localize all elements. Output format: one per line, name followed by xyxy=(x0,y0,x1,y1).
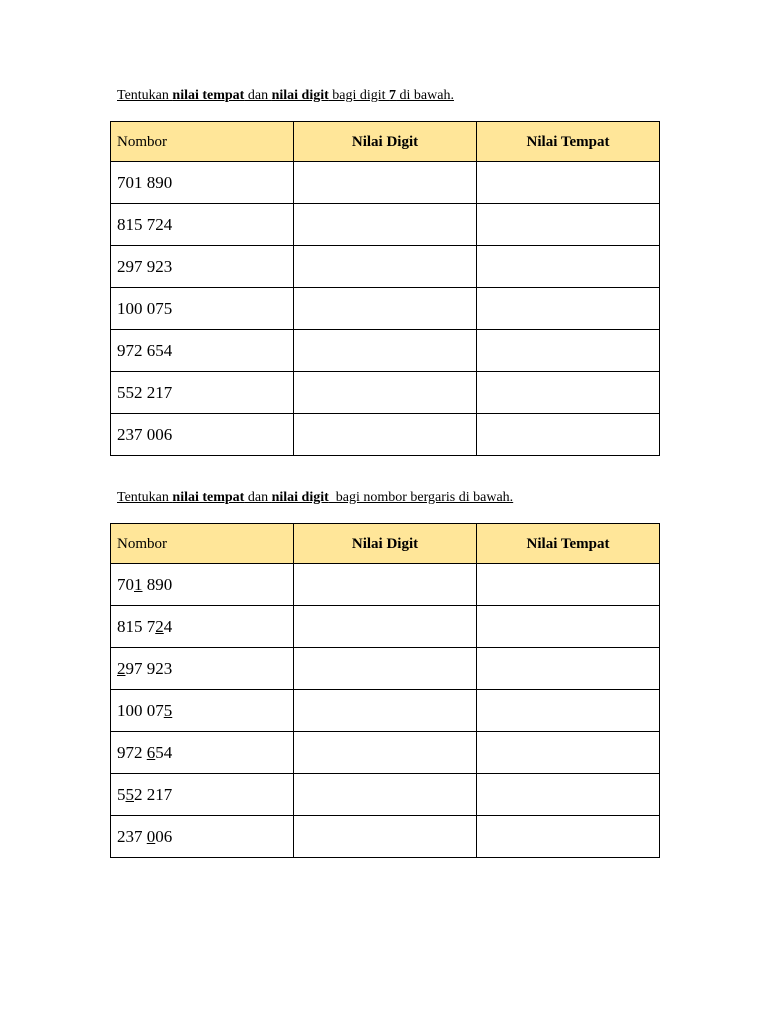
header-nilai-tempat: Nilai Tempat xyxy=(477,524,660,564)
instruction-digit-7 xyxy=(117,88,454,104)
cell-nilai-tempat xyxy=(477,606,660,648)
instruction-text: bagi digit xyxy=(328,88,390,103)
cell-nilai-tempat xyxy=(477,816,660,858)
instruction-bold-text: 7 xyxy=(389,88,397,103)
cell-nombor: 815 724 xyxy=(111,204,294,246)
underlined-digit: 0 xyxy=(146,826,156,846)
cell-nilai-digit xyxy=(294,372,477,414)
underlined-digit: 2 xyxy=(117,658,126,678)
header-nombor: Nombor xyxy=(111,524,294,564)
table-row xyxy=(111,648,660,690)
table-row xyxy=(111,690,660,732)
number-text: 2 217 xyxy=(134,784,173,804)
cell-nilai-tempat xyxy=(477,564,660,606)
number-text: 5 xyxy=(117,784,126,804)
cell-nombor: 701 890 xyxy=(111,162,294,204)
header-nombor: Nombor xyxy=(111,122,294,162)
cell-nilai-digit xyxy=(294,288,477,330)
cell-nilai-tempat xyxy=(477,330,660,372)
number-text: 100 07 xyxy=(117,700,164,720)
cell-nilai-tempat xyxy=(477,204,660,246)
underlined-digit: 5 xyxy=(125,784,134,804)
cell-nilai-tempat xyxy=(477,690,660,732)
cell-nilai-tempat xyxy=(477,372,660,414)
cell-nombor xyxy=(111,774,294,816)
cell-nombor: 552 217 xyxy=(111,372,294,414)
number-text: 70 xyxy=(117,574,134,594)
table-row xyxy=(111,606,660,648)
cell-nilai-digit xyxy=(294,564,477,606)
table-underlined-digit xyxy=(110,523,660,858)
underlined-digit: 2 xyxy=(155,616,164,636)
cell-nilai-digit xyxy=(294,648,477,690)
table-row xyxy=(111,414,660,456)
table-row xyxy=(111,204,660,246)
table-row xyxy=(111,564,660,606)
table-digit-7 xyxy=(110,121,660,456)
underlined-digit: 5 xyxy=(163,700,173,720)
cell-nilai-digit xyxy=(294,330,477,372)
number-text: 54 xyxy=(155,742,173,762)
table-row xyxy=(111,288,660,330)
cell-nombor xyxy=(111,606,294,648)
table-header-row xyxy=(111,122,660,162)
instruction-bold-text: nilai tempat xyxy=(172,490,245,505)
instruction-text: di bawah. xyxy=(396,88,454,103)
instruction-bold-text: nilai digit xyxy=(271,490,329,505)
cell-nombor xyxy=(111,732,294,774)
header-nilai-tempat: Nilai Tempat xyxy=(477,122,660,162)
number-text: 06 xyxy=(155,826,173,846)
table-row xyxy=(111,816,660,858)
cell-nilai-digit xyxy=(294,816,477,858)
cell-nombor: 297 923 xyxy=(111,246,294,288)
number-text: 97 923 xyxy=(125,658,173,678)
instruction-text: dan xyxy=(244,490,272,505)
instruction-bold-text: nilai tempat xyxy=(172,88,245,103)
instruction-text: dan xyxy=(244,88,272,103)
cell-nombor: 237 006 xyxy=(111,414,294,456)
cell-nilai-digit xyxy=(294,774,477,816)
number-text: 815 7 xyxy=(117,616,156,636)
header-nilai-digit: Nilai Digit xyxy=(294,524,477,564)
cell-nilai-tempat xyxy=(477,648,660,690)
cell-nombor: 100 075 xyxy=(111,288,294,330)
table-row xyxy=(111,372,660,414)
number-text: 890 xyxy=(142,574,173,594)
cell-nilai-tempat xyxy=(477,246,660,288)
cell-nilai-tempat xyxy=(477,414,660,456)
instruction-bold-text: nilai digit xyxy=(271,88,329,103)
instruction-text: Tentukan xyxy=(117,88,173,103)
cell-nilai-digit xyxy=(294,414,477,456)
cell-nombor xyxy=(111,690,294,732)
cell-nilai-digit xyxy=(294,732,477,774)
instruction-underlined-digit xyxy=(117,490,513,506)
table-row xyxy=(111,162,660,204)
underlined-digit: 1 xyxy=(134,574,143,594)
number-text: 972 xyxy=(117,742,147,762)
cell-nilai-digit xyxy=(294,162,477,204)
table-row xyxy=(111,732,660,774)
number-text: 4 xyxy=(163,616,173,636)
cell-nilai-tempat xyxy=(477,162,660,204)
table-header-row xyxy=(111,524,660,564)
cell-nilai-digit xyxy=(294,204,477,246)
instruction-text: bagi nombor bergaris di bawah. xyxy=(328,490,514,505)
instruction-text: Tentukan xyxy=(117,490,173,505)
cell-nombor xyxy=(111,648,294,690)
table-row xyxy=(111,246,660,288)
cell-nilai-tempat xyxy=(477,288,660,330)
cell-nombor xyxy=(111,816,294,858)
cell-nilai-digit xyxy=(294,606,477,648)
table-row xyxy=(111,774,660,816)
cell-nilai-tempat xyxy=(477,732,660,774)
cell-nombor xyxy=(111,564,294,606)
table-row xyxy=(111,330,660,372)
number-text: 237 xyxy=(117,826,147,846)
cell-nilai-digit xyxy=(294,246,477,288)
cell-nilai-tempat xyxy=(477,774,660,816)
header-nilai-digit: Nilai Digit xyxy=(294,122,477,162)
cell-nombor: 972 654 xyxy=(111,330,294,372)
cell-nilai-digit xyxy=(294,690,477,732)
underlined-digit: 6 xyxy=(146,742,156,762)
